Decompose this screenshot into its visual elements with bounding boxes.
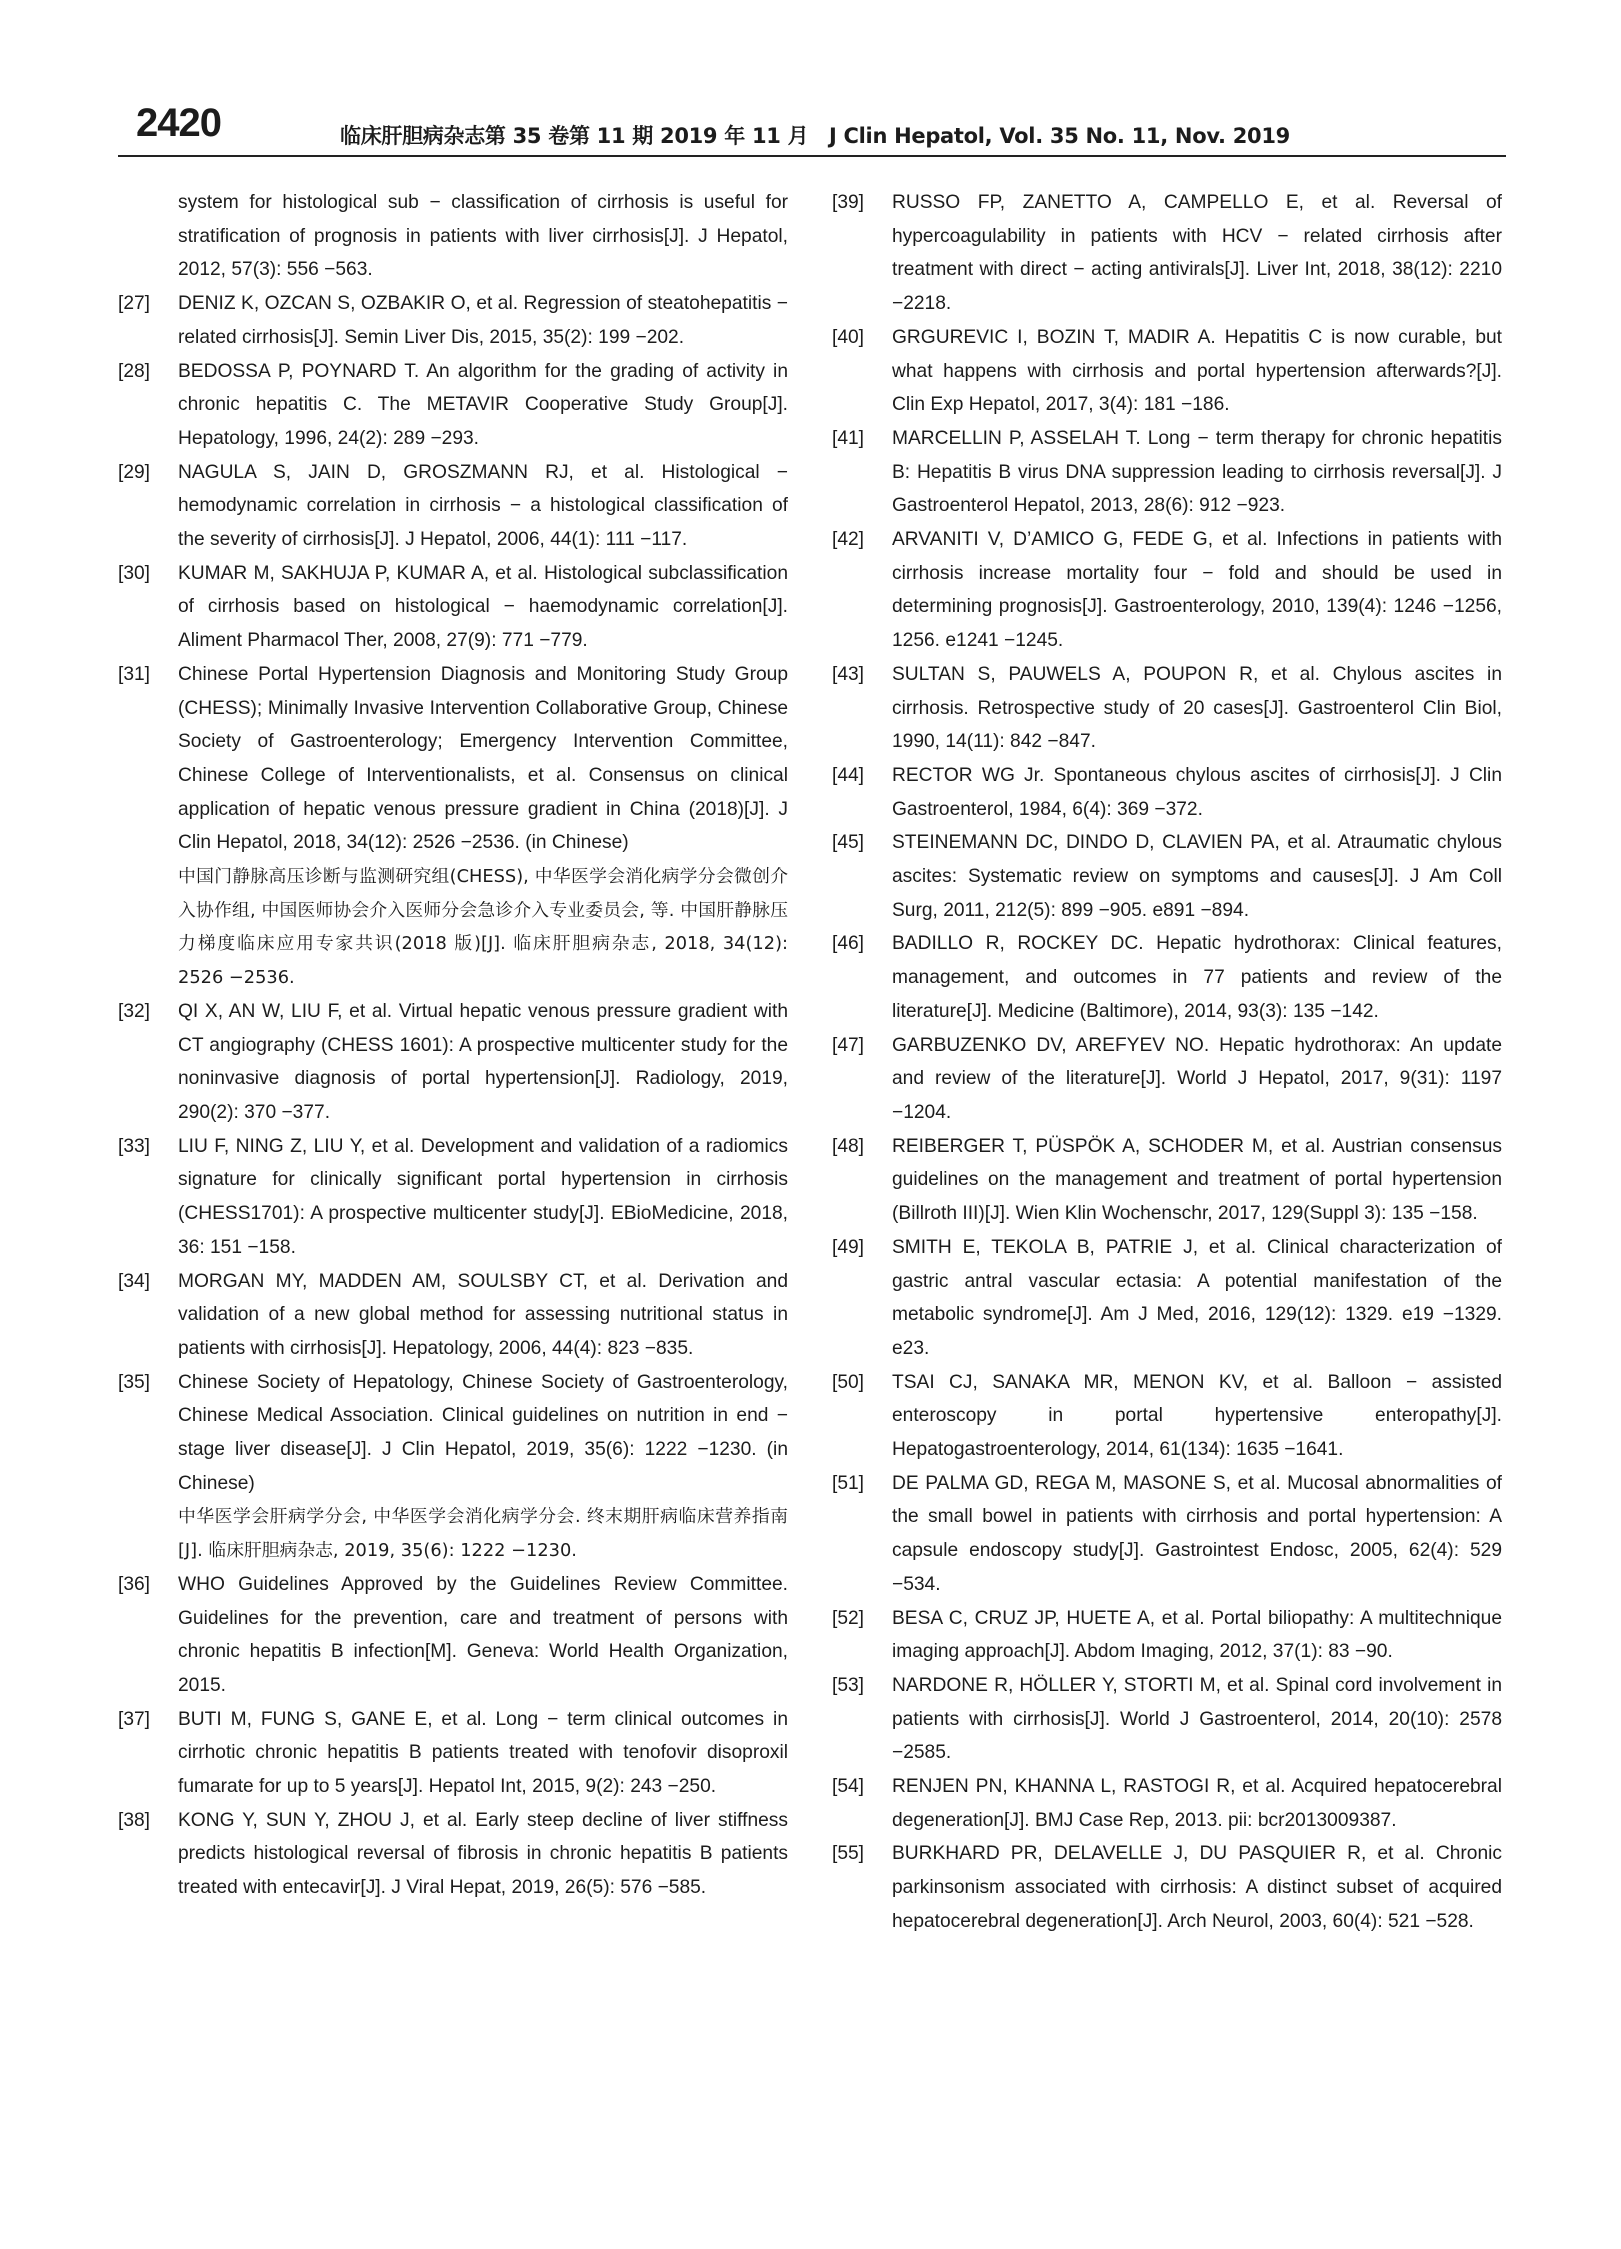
reference-entry — [118, 287, 788, 354]
reference-number: [46] — [832, 933, 865, 955]
reference-entry — [118, 658, 788, 995]
reference-entry — [118, 1568, 788, 1703]
reference-text: WHO Guidelines Approved by the Guidelines Review Committee. Guidelines for the prevention, care and treatment of persons with chronic hepatitis B infection[M]. Geneva: World Health Organization, 2015. — [178, 1573, 788, 1696]
reference-number: [53] — [832, 1674, 865, 1696]
reference-number: [54] — [832, 1776, 865, 1798]
reference-text: RECTOR WG Jr. Spontaneous chylous ascites of cirrhosis[J]. J Clin Gastroenterol, 1984, 6(4): 369 −372. — [892, 764, 1502, 820]
header-rule — [118, 155, 1506, 157]
page-number: 2420 — [136, 101, 221, 145]
reference-number: [50] — [832, 1371, 865, 1393]
reference-text: DENIZ K, OZCAN S, OZBAKIR O, et al. Regression of steatohepatitis − related cirrhosis[J]. Semin Liver Dis, 2015, 35(2): 199 −202. — [178, 293, 788, 348]
reference-entry — [832, 1231, 1502, 1366]
reference-text: NAGULA S, JAIN D, GROSZMANN RJ, et al. Histological − hemodynamic correlation in cirrhosis − a histological classification of the severity of cirrhosis[J]. J Hepatol, 2006, 44(1): 111 −117. — [178, 461, 788, 551]
reference-text: STEINEMANN DC, DINDO D, CLAVIEN PA, et al. Atraumatic chylous ascites: Systematic review on symptoms and causes[J]. J Am Coll Surg, 2011, 212(5): 899 −905. e891 −894. — [892, 832, 1502, 921]
reference-text: SMITH E, TEKOLA B, PATRIE J, et al. Clinical characterization of gastric antral vascular ectasia: A potential manifestation of the metabolic syndrome[J]. Am J Med, 2016, 129(12): 1329. e19 −1329. e23. — [892, 1236, 1502, 1359]
reference-column-right — [832, 186, 1502, 1939]
reference-number: [44] — [832, 764, 865, 786]
reference-entry — [118, 355, 788, 456]
reference-number: [55] — [832, 1843, 865, 1865]
reference-entry — [118, 1130, 788, 1265]
reference-column-left — [118, 186, 788, 1905]
reference-number: [45] — [832, 832, 865, 854]
reference-number: [30] — [118, 562, 151, 584]
reference-text: BESA C, CRUZ JP, HUETE A, et al. Portal biliopathy: A multitechnique imaging approach[J]. Abdom Imaging, 2012, 37(1): 83 −90. — [892, 1607, 1502, 1663]
reference-text: REIBERGER T, PÜSPÖK A, SCHODER M, et al. Austrian consensus guidelines on the management and treatment of portal hypertension (Billroth III)[J]. Wien Klin Wochenschr, 2017, 129(Suppl 3): 135 −158. — [892, 1135, 1502, 1225]
reference-number: [51] — [832, 1472, 865, 1494]
reference-text: system for histological sub − classification of cirrhosis is useful for stratification of prognosis in patients with liver cirrhosis[J]. J Hepatol, 2012, 57(3): 556 −563. — [178, 192, 788, 281]
reference-text: RENJEN PN, KHANNA L, RASTOGI R, et al. Acquired hepatocerebral degeneration[J]. BMJ Case Rep, 2013. pii: bcr2013009387. — [892, 1776, 1502, 1831]
reference-text: Chinese Portal Hypertension Diagnosis and Monitoring Study Group (CHESS); Minimally Invasive Intervention Collaborative Group, Chinese Society of Gastroenterology; Emergency Intervention Committee, Chinese College of Interventionalists, et al. Consensus on clinical application of hepatic venous pressure gradient in China (2018)[J]. J Clin Hepatol, 2018, 34(12): 2526 −2536. (in Chinese) — [178, 663, 788, 854]
reference-entry — [832, 422, 1502, 523]
reference-number: [38] — [118, 1809, 151, 1831]
reference-number: [48] — [832, 1135, 865, 1157]
reference-number: [34] — [118, 1270, 151, 1292]
reference-text: RUSSO FP, ZANETTO A, CAMPELLO E, et al. Reversal of hypercoagulability in patients with HCV − related cirrhosis after treatment with direct − acting antivirals[J]. Liver Int, 2018, 38(12): 2210 −2218. — [892, 192, 1502, 315]
reference-entry — [118, 1366, 788, 1568]
reference-entry — [118, 1703, 788, 1804]
reference-entry — [118, 456, 788, 557]
running-header: 临床肝胆病杂志第 35 卷第 11 期 2019 年 11 月 J Clin Hepatol, Vol. 35 No. 11, Nov. 2019 — [340, 124, 1290, 148]
reference-text: ARVANITI V, D’AMICO G, FEDE G, et al. Infections in patients with cirrhosis increase mortality four − fold and should be used in determining prognosis[J]. Gastroenterology, 2010, 139(4): 1246 −1256, 1256. e1241 −1245. — [892, 529, 1502, 652]
reference-text: KONG Y, SUN Y, ZHOU J, et al. Early steep decline of liver stiffness predicts histological reversal of fibrosis in chronic hepatitis B patients treated with entecavir[J]. J Viral Hepat, 2019, 26(5): 576 −585. — [178, 1809, 788, 1899]
reference-number: [28] — [118, 360, 151, 382]
reference-entry — [832, 658, 1502, 759]
reference-entry — [832, 759, 1502, 826]
reference-entry — [832, 1130, 1502, 1231]
reference-number: [27] — [118, 293, 151, 315]
reference-number: [36] — [118, 1573, 151, 1595]
reference-number: [29] — [118, 461, 151, 483]
reference-text: MORGAN MY, MADDEN AM, SOULSBY CT, et al. Derivation and validation of a new global method for assessing nutritional status in patients with cirrhosis[J]. Hepatology, 2006, 44(4): 823 −835. — [178, 1270, 788, 1359]
reference-number: [47] — [832, 1034, 865, 1056]
reference-text: QI X, AN W, LIU F, et al. Virtual hepatic venous pressure gradient with CT angiography (CHESS 1601): A prospective multicenter study for the noninvasive diagnosis of portal hypertension[J]. Radiology, 2019, 290(2): 370 −377. — [178, 1000, 788, 1123]
reference-entry — [832, 1669, 1502, 1770]
reference-text: TSAI CJ, SANAKA MR, MENON KV, et al. Balloon − assisted enteroscopy in portal hypertensive enteropathy[J]. Hepatogastroenterology, 2014, 61(134): 1635 −1641. — [892, 1371, 1502, 1461]
reference-number: [41] — [832, 427, 865, 449]
reference-number: [35] — [118, 1371, 151, 1393]
reference-entry — [832, 1602, 1502, 1669]
reference-number: [31] — [118, 663, 151, 685]
reference-chinese-text: 中国门静脉高压诊断与监测研究组(CHESS), 中华医学会消化病学分会微创介入协作组, 中国医师协会介入医师分会急诊介入专业委员会, 等. 中国肝静脉压力梯度临床应用专家共识(2018 版)[J]. 临床肝胆病杂志, 2018, 34(12): 2526 −2536. — [178, 866, 788, 989]
reference-entry — [832, 927, 1502, 1028]
reference-entry — [118, 186, 788, 287]
reference-text: BUTI M, FUNG S, GANE E, et al. Long − term clinical outcomes in cirrhotic chronic hepatitis B patients treated with tenofovir disoproxil fumarate for up to 5 years[J]. Hepatol Int, 2015, 9(2): 243 −250. — [178, 1708, 788, 1798]
reference-entry — [832, 826, 1502, 927]
reference-text: BADILLO R, ROCKEY DC. Hepatic hydrothorax: Clinical features, management, and outcomes in 77 patients and review of the literature[J]. Medicine (Baltimore), 2014, 93(3): 135 −142. — [892, 933, 1502, 1022]
reference-entry — [832, 1837, 1502, 1938]
reference-number: [40] — [832, 326, 865, 348]
reference-entry — [832, 1366, 1502, 1467]
reference-text: KUMAR M, SAKHUJA P, KUMAR A, et al. Histological subclassification of cirrhosis based on histological − haemodynamic correlation[J]. Aliment Pharmacol Ther, 2008, 27(9): 771 −779. — [178, 562, 788, 652]
reference-number: [52] — [832, 1607, 865, 1629]
reference-number: [32] — [118, 1000, 151, 1022]
reference-number: [39] — [832, 192, 865, 213]
reference-entry — [118, 995, 788, 1130]
reference-chinese-text: 中华医学会肝病学分会, 中华医学会消化病学分会. 终末期肝病临床营养指南[J]. 临床肝胆病杂志, 2019, 35(6): 1222 −1230. — [178, 1506, 788, 1562]
reference-text: BEDOSSA P, POYNARD T. An algorithm for the grading of activity in chronic hepatitis C. The METAVIR Cooperative Study Group[J]. Hepatology, 1996, 24(2): 289 −293. — [178, 360, 788, 449]
reference-entry — [832, 1770, 1502, 1837]
reference-text: GRGUREVIC I, BOZIN T, MADIR A. Hepatitis C is now curable, but what happens with cirrhosis and portal hypertension afterwards?[J]. Clin Exp Hepatol, 2017, 3(4): 181 −186. — [892, 326, 1502, 416]
reference-entry — [832, 523, 1502, 658]
reference-text: GARBUZENKO DV, AREFYEV NO. Hepatic hydrothorax: An update and review of the literature[J]. World J Hepatol, 2017, 9(31): 1197 −1204. — [892, 1034, 1502, 1123]
reference-entry — [118, 1265, 788, 1366]
reference-text: NARDONE R, HÖLLER Y, STORTI M, et al. Spinal cord involvement in patients with cirrhosis[J]. World J Gastroenterol, 2014, 20(10): 2578 −2585. — [892, 1674, 1502, 1764]
reference-text: BURKHARD PR, DELAVELLE J, DU PASQUIER R, et al. Chronic parkinsonism associated with cirrhosis: A distinct subset of acquired hepatocerebral degeneration[J]. Arch Neurol, 2003, 60(4): 521 −528. — [892, 1843, 1502, 1932]
reference-text: DE PALMA GD, REGA M, MASONE S, et al. Mucosal abnormalities of the small bowel in patients with cirrhosis and portal hypertension: A capsule endoscopy study[J]. Gastrointest Endosc, 2005, 62(4): 529 −534. — [892, 1472, 1502, 1595]
reference-number: [42] — [832, 529, 865, 551]
reference-text: SULTAN S, PAUWELS A, POUPON R, et al. Chylous ascites in cirrhosis. Retrospective study of 20 cases[J]. Gastroenterol Clin Biol, 1990, 14(11): 842 −847. — [892, 663, 1502, 753]
reference-text: Chinese Society of Hepatology, Chinese Society of Gastroenterology, Chinese Medical Association. Clinical guidelines on nutrition in end − stage liver disease[J]. J Clin Hepatol, 2019, 35(6): 1222 −1230. (in Chinese) — [178, 1371, 788, 1494]
reference-entry — [832, 186, 1502, 321]
reference-entry — [118, 1804, 788, 1905]
reference-entry — [118, 557, 788, 658]
reference-entry — [832, 1467, 1502, 1602]
reference-text: LIU F, NING Z, LIU Y, et al. Development and validation of a radiomics signature for clinically significant portal hypertension in cirrhosis (CHESS1701): A prospective multicenter study[J]. EBioMedicine, 2018, 36: 151 −158. — [178, 1135, 788, 1258]
reference-number: [33] — [118, 1135, 151, 1157]
reference-text: MARCELLIN P, ASSELAH T. Long − term therapy for chronic hepatitis B: Hepatitis B virus DNA suppression leading to cirrhosis reversal[J]. J Gastroenterol Hepatol, 2013, 28(6): 912 −923. — [892, 427, 1502, 517]
reference-entry — [832, 1029, 1502, 1130]
reference-entry — [832, 321, 1502, 422]
reference-number: [37] — [118, 1708, 151, 1730]
reference-number: [49] — [832, 1236, 865, 1258]
reference-number: [43] — [832, 663, 865, 685]
